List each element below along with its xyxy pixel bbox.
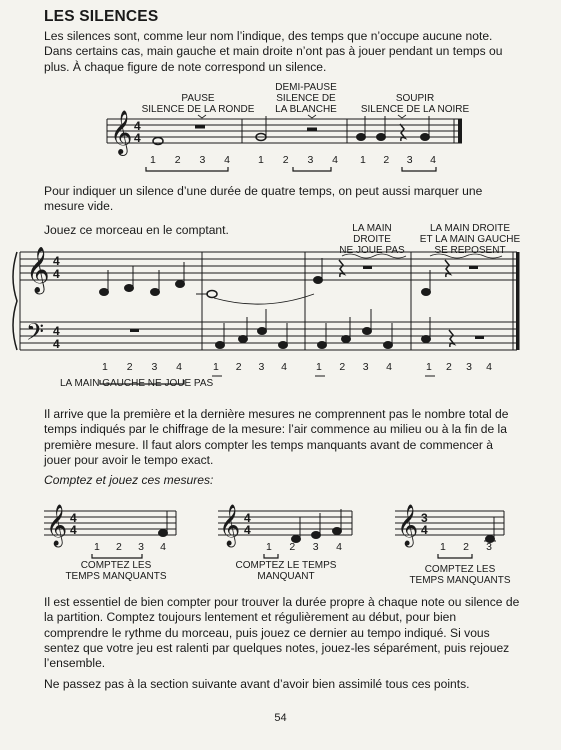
label-repos: LA MAIN DROITE ET LA MAIN GAUCHE SE REPOSENT (419, 223, 521, 256)
jouez-paragraph: Jouez ce morceau en le comptant. (44, 223, 229, 237)
label-main-droite: LA MAIN DROITE NE JOUE PAS (339, 223, 405, 256)
svg-text:4: 4 (53, 324, 60, 338)
bass-clef-icon: 𝄢 (26, 319, 45, 350)
staff-rests-example (107, 119, 462, 143)
label-main-gauche: LA MAIN GAUCHE NE JOUE PAS (60, 378, 214, 389)
vide-paragraph: Pour indiquer un silence d’une durée de quatre temps, on peut aussi marquer une mesure vide. (44, 184, 483, 214)
piece-counts-m4: 1 2 3 4 (426, 361, 492, 373)
piece-counts-m3: 1 2 3 4 (316, 361, 392, 373)
treble-clef-icon: 𝄞 (110, 112, 133, 154)
svg-text:𝄞: 𝄞 (219, 504, 241, 545)
svg-text:4: 4 (53, 254, 60, 268)
svg-text:𝄞: 𝄞 (46, 504, 68, 545)
quarter-note-icon (357, 134, 366, 141)
treble-clef-icon: 𝄞 (26, 248, 50, 292)
essentiel-paragraph: Il est essentiel de bien compter pour trouver la durée propre à chaque note ou silence de la partition. Comptez toujours lentement et régulièrement au début, pour bien comprendre le rythme du morceau, puis jouez ce dernier au tempo indiqué. Si vous sentez que votre jeu est ralenti par quelques notes, jouez-les séparément, puis rejouez l’ensemble. (44, 595, 520, 671)
svg-text:𝄞: 𝄞 (397, 504, 419, 545)
svg-text:4: 4 (134, 131, 141, 145)
demi-pause-rest-icon (307, 128, 317, 132)
intro-paragraph: Les silences sont, comme leur nom l’indique, des temps que n’occupe aucune note. Dans certains cas, main gauche et main droite n’ont pas à jouer pendant un temps ou plus. À chaque figure de note correspond un silence. (44, 29, 503, 74)
pause-rest-icon (195, 125, 205, 129)
label-demi-pause: DEMI-PAUSE SILENCE DE LA BLANCHE (275, 82, 337, 115)
soupir-rest-icon (400, 124, 405, 141)
counts-measure-2: 1 2 3 4 (258, 154, 338, 166)
svg-text:4: 4 (70, 511, 77, 525)
svg-text:4: 4 (53, 267, 60, 281)
svg-text:4: 4 (70, 523, 77, 537)
comptez-heading: Comptez et jouez ces mesures: (44, 473, 214, 487)
svg-text:4: 4 (421, 523, 428, 537)
svg-text:3: 3 (421, 511, 428, 525)
label-pause: PAUSE SILENCE DE LA RONDE (141, 93, 255, 115)
counts-measure-3: 1 2 3 4 (360, 154, 436, 166)
label-soupir: SOUPIR SILENCE DE LA NOIRE (360, 93, 470, 115)
svg-text:4: 4 (244, 523, 251, 537)
svg-text:4: 4 (134, 119, 141, 133)
piece-counts-m1: 1 2 3 4 (102, 361, 182, 373)
page-number: 54 (274, 712, 287, 724)
ex2-counts: 1 2 3 4 (266, 541, 342, 553)
ex2-caption: COMPTEZ LE TEMPS MANQUANT (235, 560, 337, 582)
svg-text:4: 4 (53, 337, 60, 351)
arrive-paragraph: Il arrive que la première et la dernière mesures ne comprennent pas le nombre total de temps indiqués par le chiffrage de la mesure: l’air commence au milieu ou à la fin de la première mesure. Il faut alors compter les temps manquants avant de commencer à jouer pour avoir le tempo exact. (44, 407, 509, 467)
counts-measure-1: 1 2 3 4 (150, 154, 230, 166)
svg-text:4: 4 (244, 511, 251, 525)
passez-paragraph: Ne passez pas à la section suivante avant d’avoir bien assimilé tous ces points. (44, 677, 470, 691)
piece-counts-m2: 1 2 3 4 (213, 361, 287, 373)
grand-staff (13, 252, 520, 350)
ex3-counts: 1 2 3 (440, 541, 492, 553)
ex1-caption: COMPTEZ LES TEMPS MANQUANTS (65, 560, 167, 582)
section-title: LES SILENCES (44, 8, 159, 25)
ex1-counts: 1 2 3 4 (94, 541, 166, 553)
ex3-caption: COMPTEZ LES TEMPS MANQUANTS (409, 564, 511, 586)
